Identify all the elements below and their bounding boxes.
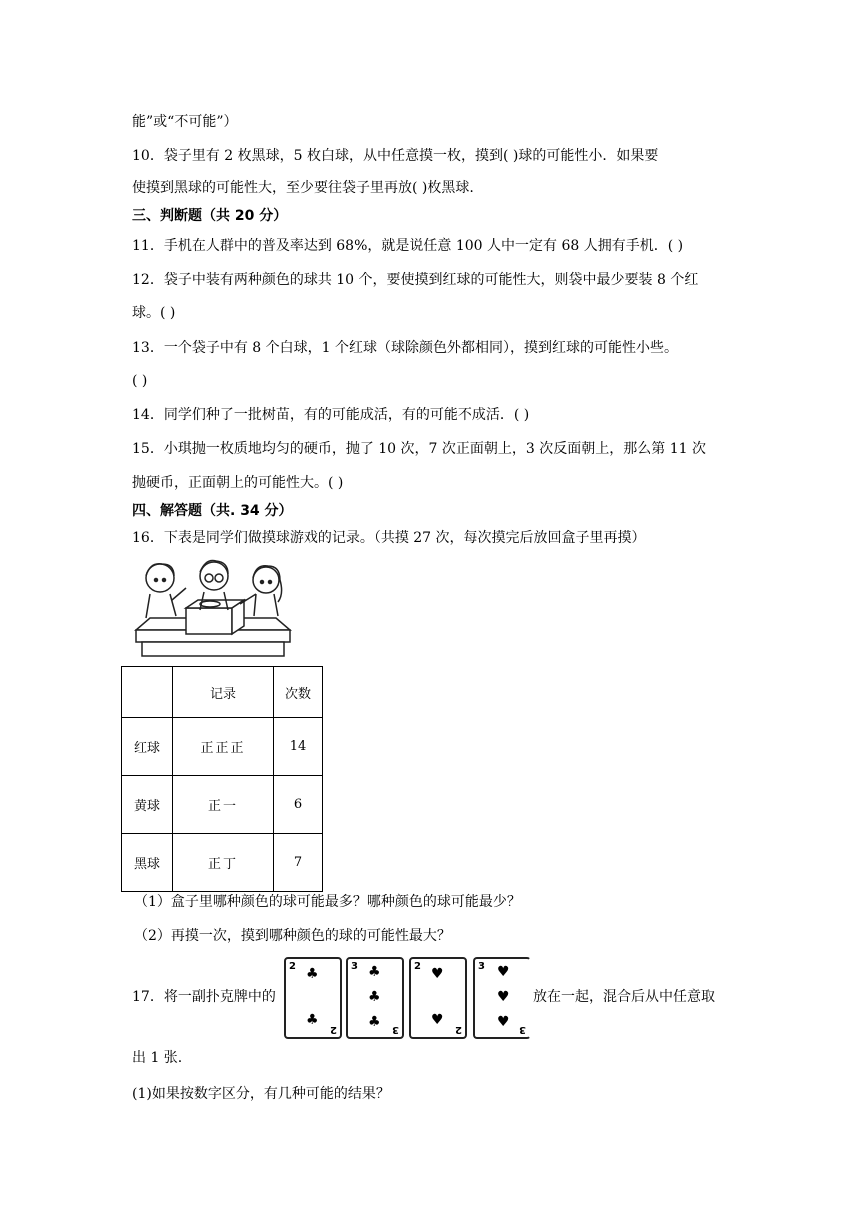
table-row [122,776,323,834]
tally-marks: 正丁 [173,834,274,892]
card-rank: 3 [392,1024,399,1035]
table-row [122,718,323,776]
row-label: 黄球 [122,776,173,834]
question-15-line2: 抛硬币，正面朝上的可能性大。( ) [132,475,344,491]
club-icon: ♣ [306,1012,319,1028]
question-10-line1: 10．袋子里有 2 枚黑球，5 枚白球，从中任意摸一枚，摸到( )球的可能性小．如果要 [132,148,659,164]
heart-icon: ♥ [497,1014,510,1030]
question-16-part1: （1）盒子里哪种颜色的球可能最多？哪种颜色的球可能最少？ [134,894,521,910]
card-rank: 2 [289,961,296,972]
card-rank: 2 [414,961,421,972]
playing-card [284,957,342,1039]
question-17-part1: (1)如果按数字区分，有几种可能的结果？ [132,1086,390,1102]
question-10-line2: 使摸到黑球的可能性大，至少要往袋子里再放( )枚黑球. [132,180,474,196]
tally-table [121,666,323,892]
card-rank: 3 [519,1024,526,1035]
section-4-heading: 四、解答题（共. 34 分） [132,503,293,519]
club-icon: ♣ [368,1014,381,1030]
question-12-line1: 12．袋子中装有两种颜色的球共 10 个，要使摸到红球的可能性大，则袋中最少要装 8 个红 [132,272,699,288]
section-3-heading: 三、判断题（共 20 分） [132,208,288,224]
playing-card [473,957,531,1039]
question-11: 11．手机在人群中的普及率达到 68%，就是说任意 100 人中一定有 68 人拥有手机．( ) [132,238,684,254]
card-rank: 3 [351,961,358,972]
card-rank: 3 [478,961,485,972]
card-rank: 2 [330,1024,337,1035]
table-row [122,834,323,892]
table-header-cell [122,667,173,718]
children-illustration [128,558,298,664]
heart-icon: ♥ [431,1012,444,1028]
row-count: 6 [274,776,323,834]
question-16-part2: （2）再摸一次，摸到哪种颜色的球的可能性最大？ [134,928,451,944]
heart-icon: ♥ [497,989,510,1005]
table-header-cell: 记录 [173,667,274,718]
question-14: 14．同学们种了一批树苗，有的可能成活，有的可能不成活．( ) [132,407,530,423]
question-15-line1: 15．小琪抛一枚质地均匀的硬币，抛了 10 次，7 次正面朝上，3 次反面朝上，那么第 11 次 [132,441,706,457]
question-12-line2: 球。( ) [132,305,176,321]
row-label: 红球 [122,718,173,776]
heart-icon: ♥ [431,966,444,982]
card-rank: 2 [455,1024,462,1035]
heart-icon: ♥ [497,964,510,980]
club-icon: ♣ [368,964,381,980]
q9-continuation: 能”或“不可能”） [132,114,238,130]
tally-marks: 正一 [173,776,274,834]
question-17-continuation: 出 1 张. [132,1050,183,1066]
tally-marks: 正正正 [173,718,274,776]
question-16: 16．下表是同学们做摸球游戏的记录。（共摸 27 次，每次摸完后放回盒子里再摸） [132,530,646,546]
question-17-start: 17．将一副扑克牌中的 [132,989,276,1005]
question-13-line2: ( ) [132,373,148,389]
playing-card [346,957,404,1039]
row-count: 7 [274,834,323,892]
row-label: 黑球 [122,834,173,892]
playing-card [409,957,467,1039]
table-header-cell: 次数 [274,667,323,718]
club-icon: ♣ [368,989,381,1005]
question-13-line1: 13．一个袋子中有 8 个白球，1 个红球（球除颜色外都相同），摸到红球的可能性小些。 [132,340,678,356]
row-count: 14 [274,718,323,776]
question-17-end: 放在一起，混合后从中任意取 [533,989,715,1005]
club-icon: ♣ [306,966,319,982]
table-header-row [122,667,323,718]
